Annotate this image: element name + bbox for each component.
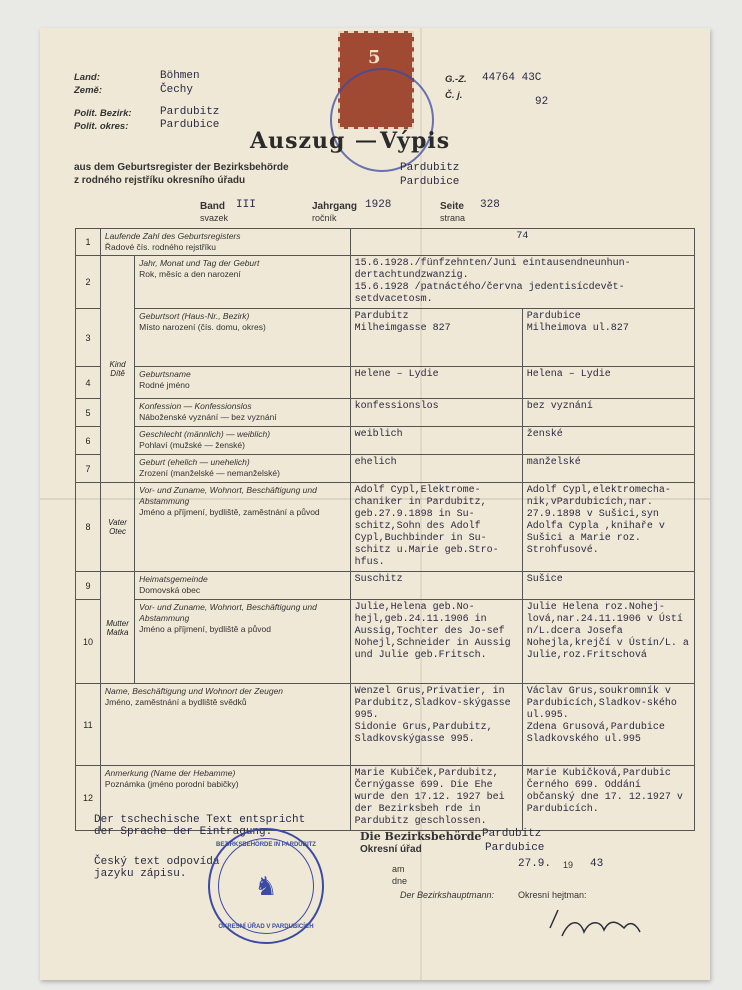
row-number: 8	[76, 483, 101, 572]
row-value-german: Pardubitz Milheimgasse 827	[350, 309, 522, 367]
subtitle-german: aus dem Geburtsregister der Bezirksbehörde	[74, 162, 289, 173]
table-row	[76, 256, 695, 309]
row-description	[135, 600, 350, 684]
table-row	[76, 600, 695, 684]
cj-label: Č. j.	[445, 90, 463, 101]
description-line: Name, Beschäftigung und Wohnort der Zeugen	[104, 686, 284, 696]
register-table	[75, 228, 695, 831]
table-row	[76, 483, 695, 572]
description-line: Jahr, Monat und Tag der Geburt	[139, 258, 260, 268]
description-line: Domovská obec	[139, 585, 201, 595]
description-line: Vor- und Zuname, Wohnort, Beschäftigung und Abstammung	[139, 485, 317, 506]
row-number: 11	[76, 684, 101, 766]
title-czech: Výpis	[380, 128, 451, 154]
row-value-german: Marie Kubiček,Pardubitz, Černýgasse 699. Die Ehe wurde den 17.12. 1927 bei der Bezirksbeh rde in Pardubitz geschlossen.	[350, 766, 522, 831]
row-value-czech: Adolf Cypl,elektromecha-nik,vPardubicích,nar. 27.9.1898 v Sušici,syn Adolfa Cypla ,knihaře v Sušici a Marie roz. Strohfusové.	[522, 483, 694, 572]
seite-label: Seite	[440, 201, 464, 212]
okres-label: Polit. okres:	[74, 121, 129, 132]
row-description	[135, 367, 350, 399]
description-line: Jméno, zaměstnání a bydliště svědků	[104, 697, 247, 707]
authority-czech: Okresní úřad	[360, 844, 422, 855]
authority-place-czech: Pardubice	[485, 842, 545, 854]
official-seal-top	[330, 68, 434, 172]
description-line: Jméno a příjmení, bydliště, zaměstnání a původ	[139, 507, 320, 517]
jahrgang-value: 1928	[365, 199, 392, 211]
table-row	[76, 229, 695, 256]
row-value-czech: bez vyznání	[522, 399, 694, 427]
row-description	[135, 427, 350, 455]
row-description	[100, 229, 350, 256]
row-number: 2	[76, 256, 101, 309]
language-note-czech: Český text odpovídá jazyku zápisu.	[94, 856, 220, 880]
table-row	[76, 309, 695, 367]
description-line: Heimatsgemeinde	[139, 574, 208, 584]
official-title-czech: Okresní hejtman:	[518, 890, 587, 900]
tax-stamp-value: 5	[368, 47, 381, 68]
handwritten-signature	[540, 898, 650, 948]
row-value-german: weiblich	[350, 427, 522, 455]
land-value: Böhmen	[160, 70, 200, 82]
description-line: Geburtsname	[139, 369, 191, 379]
row-description	[135, 399, 350, 427]
row-description	[135, 256, 350, 309]
description-line: Geburtsort (Haus-Nr., Bezirk)	[139, 311, 250, 321]
row-value: 74	[350, 229, 694, 256]
gz-value: 44764 43C	[482, 72, 542, 84]
cj-value: 92	[535, 96, 549, 108]
description-line: Jméno a příjmení, bydliště a původ	[139, 624, 271, 634]
row-value-czech: ženské	[522, 427, 694, 455]
row-value-czech: manželské	[522, 455, 694, 483]
subtitle-place-german: Pardubitz	[400, 162, 460, 174]
description-line: Geschlecht (männlich) — weiblich)	[139, 429, 271, 439]
subtitle-czech: z rodného rejstříku okresního úřadu	[74, 175, 246, 186]
row-description	[135, 572, 350, 600]
seal-text-bottom: OKRESNÍ ÚŘAD V PARDUBICÍCH	[218, 924, 314, 930]
row-description	[135, 455, 350, 483]
table-row	[76, 684, 695, 766]
description-line: Náboženské vyznání — bez vyznání	[139, 412, 277, 422]
authority-place-german: Pardubitz	[482, 828, 542, 840]
row-value-german: Suschitz	[350, 572, 522, 600]
row-value-german: Adolf Cypl,Elektrome-chaniker in Pardubitz, geb.27.9.1898 in Su-schitz,Sohn des Adolf Cypl,Buchbinder in Su-schitz u.Marie geb.Stro-hfus.	[350, 483, 522, 572]
row-value-czech: Václav Grus,soukromník v Pardubicích,Sladkov-ského ul.995. Zdena Grusová,Pardubice Sladkovského ul.995	[522, 684, 694, 766]
description-line: Rok, měsíc a den narození	[139, 269, 241, 279]
row-description	[135, 309, 350, 367]
row-number: 7	[76, 455, 101, 483]
date-day: 27.9.	[518, 858, 552, 870]
row-value-czech: Marie Kubičková,Pardubic Černého 699. Oddání občanský dne 17. 12.1927 v Pardubicích.	[522, 766, 694, 831]
lion-emblem-icon: ♞	[254, 871, 278, 901]
okres-value: Pardubice	[160, 119, 220, 131]
row-number: 1	[76, 229, 101, 256]
title-german: Auszug	[250, 128, 346, 154]
row-value-german: Wenzel Grus,Privatier, in Pardubitz,Sladkov-skýgasse 995. Sidonie Grus,Pardubitz, Sladkovskýgasse 995.	[350, 684, 522, 766]
row-value: 15.6.1928./fünfzehnten/Juni eintausendneunhun-dertachtundzwanzig. 15.6.1928 /patnáctého/června jedentisícdevět-setdvacetosm.	[350, 256, 694, 309]
description-line: Laufende Zahl des Geburtsregisters	[104, 231, 241, 241]
bezirk-value: Pardubitz	[160, 106, 220, 118]
group-label-child: Kind Dítě	[100, 256, 134, 483]
description-line: Geburt (ehelich — unehelich)	[139, 457, 250, 467]
official-seal-bottom	[208, 828, 324, 944]
row-value-german: ehelich	[350, 455, 522, 483]
row-value-czech: Helena – Lydie	[522, 367, 694, 399]
group-label-mother: Mutter Matka	[100, 572, 134, 684]
description-line: Poznámka (jméno porodní babičky)	[104, 779, 239, 789]
row-value-german: Helene – Lydie	[350, 367, 522, 399]
seite-value: 328	[480, 199, 500, 211]
rocnik-label: ročník	[312, 213, 337, 223]
row-value-czech: Pardubice Milheimova ul.827	[522, 309, 694, 367]
description-line: Anmerkung (Name der Hebamme)	[104, 768, 236, 778]
bezirk-label: Polit. Bezirk:	[74, 108, 132, 119]
official-title-german: Der Bezirkshauptmann:	[400, 890, 495, 900]
band-value: III	[236, 199, 256, 211]
row-number: 6	[76, 427, 101, 455]
description-line: Rodné jméno	[139, 380, 190, 390]
zeme-label: Země:	[74, 85, 102, 96]
strana-label: strana	[440, 213, 466, 223]
document-page: Land: Böhmen Země: Čechy Polit. Bezirk: Pardubitz Polit. okres: Pardubice 5 G.-Z. 44764 43C Č. j. 92 Auszug — Výpis aus dem Geburtsregister der Bezirksbehörde z rodného rejstříku okresního úřadu Pardubitz Pardubice Band III svazek Jahrgang 1928 ročník Seite 328 strana 1 Laufende Zahl des Geburtsregisters Řadové čís. rodného rejstříku 74 2 Kind Dítě Jahr, Monat und Tag der Geburt Rok, měsíc a den narození 15.6.1928./fünfzehnten/Juni eintausendneunhun-dertachtundzwanzig. 15.6.1928 /patnáctého/června jedentisícdevět-setdvacetosm. 3 Geburtsort (Haus-Nr., Bezirk) Místo narození (čís. domu, okres) Pardubitz Milheimgasse 827 Pardubice Milheimova ul.827 4 Geburtsname Rodné jméno Helene – Lydie Helena – Lydie 5 Konfession — Konfessionslos Náboženské vyznání — bez vyznání konfessionslos bez vyznání 6 Geschlecht (männlich) — weiblich) Pohlaví (mužské — ženské) weiblich ženské 7 Geburt (ehelich — unehelich) Zrození (manželské — nemanželské) ehelich manželské 8 Vater Otec Vor- und Zuname, Wohnort, Beschäftigung und Abstammung Jméno a příjmení, bydliště, zaměstnání a původ Adolf Cypl,Elektrome-chaniker in Pardubitz, geb.27.9.1898 in Su-schitz,Sohn des Adolf Cypl,Buchbinder in Su-schitz u.Marie geb.Stro-hfus. Adolf Cypl,elektromecha-nik,vPardubicích,nar. 27.9.1898 v Sušici,syn Adolfa Cypla ,knihaře v Sušici a Marie roz. Strohfusové. 9 Mutter Matka Heimatsgemeinde Domovská obec Suschitz Sušice 10 Vor- und Zuname, Wohnort, Beschäftigung und Abstammung Jméno a příjmení, bydliště a původ Julie,Helena geb.No-hejl,geb.24.11.1906 in Aussig,Tochter des Jo-sef Nohejl,Schneider in Aussig und Julie geb.Fritsch. Julie Helena roz.Nohej-lová,nar.24.11.1906 v Ústí n/L.dcera Josefa Nohejla,krejčí v Ústín/L. a Julie,roz.Fritschová 11 Name, Beschäftigung und Wohnort der Zeugen Jméno, zaměstnání a bydliště svědků Wenzel Grus,Privatier, in Pardubitz,Sladkov-skýgasse 995. Sidonie Grus,Pardubitz, Sladkovskýgasse 995. Václav Grus,soukromník v Pardubicích,Sladkov-ského ul.995. Zdena Grusová,Pardubice Sladkovského ul.995 12 Anmerkung (Name der Hebamme) Poznámka (jméno porodní babičky) Marie Kubiček,Pardubitz, Černýgasse 699. Die Ehe wurde den 17.12. 1927 bei der Bezirksbeh rde in Pardubitz geschlossen. Marie Kubičková,Pardubic Černého 699. Oddání občanský dne 17. 12.1927 v Pardubicích. Der tschechische Text entspricht der Sprache der Eintragung. Český text odpovídá jazyku zápisu. BEZIRKSBEHÖRDE IN PARDUBITZ ♞ OKRESNÍ ÚŘAD V PARDUBICÍCH Die Bezirksbehörde Okresní úřad Pardubitz Pardubice am dne 27.9. 19 43 Der Bezirkshauptmann: Okresní hejtman:	[40, 28, 710, 980]
date-century: 19	[563, 860, 574, 870]
band-label: Band	[200, 201, 225, 212]
description-line: Pohlaví (mužské — ženské)	[139, 440, 245, 450]
authority-german: Die Bezirksbehörde	[360, 830, 482, 843]
row-description	[135, 483, 350, 572]
table-row	[76, 427, 695, 455]
row-number: 12	[76, 766, 101, 831]
svazek-label: svazek	[200, 213, 229, 223]
description-line: Konfession — Konfessionslos	[139, 401, 252, 411]
seal-text-top: BEZIRKSBEHÖRDE IN PARDUBITZ	[216, 842, 316, 848]
description-line: Vor- und Zuname, Wohnort, Beschäftigung und Abstammung	[139, 602, 317, 623]
description-line: Řadové čís. rodného rejstříku	[104, 242, 216, 252]
land-label: Land:	[74, 72, 100, 83]
gz-label: G.-Z.	[445, 74, 467, 85]
row-number: 4	[76, 367, 101, 399]
row-number: 5	[76, 399, 101, 427]
subtitle-place-czech: Pardubice	[400, 176, 460, 188]
zeme-value: Čechy	[160, 84, 194, 96]
row-value-german: Julie,Helena geb.No-hejl,geb.24.11.1906 in Aussig,Tochter des Jo-sef Nohejl,Schneider in Aussig und Julie geb.Fritsch.	[350, 600, 522, 684]
table-row	[76, 399, 695, 427]
row-value-czech: Julie Helena roz.Nohej-lová,nar.24.11.1906 v Ústí n/L.dcera Josefa Nohejla,krejčí v Ústín/L. a Julie,roz.Fritschová	[522, 600, 694, 684]
language-note-german: Der tschechische Text entspricht der Sprache der Eintragung.	[94, 814, 306, 838]
row-value-german: konfessionslos	[350, 399, 522, 427]
table-row	[76, 572, 695, 600]
table-row	[76, 455, 695, 483]
row-number: 9	[76, 572, 101, 600]
group-label-father: Vater Otec	[100, 483, 134, 572]
row-description	[100, 684, 350, 766]
date-label-am: am	[392, 864, 405, 874]
jahrgang-label: Jahrgang	[312, 201, 358, 212]
date-year: 43	[590, 858, 604, 870]
description-line: Zrození (manželské — nemanželské)	[139, 468, 280, 478]
description-line: Místo narození (čís. domu, okres)	[139, 322, 266, 332]
row-number: 3	[76, 309, 101, 367]
row-number: 10	[76, 600, 101, 684]
row-value-czech: Sušice	[522, 572, 694, 600]
date-label-dne: dne	[392, 876, 408, 886]
table-row	[76, 367, 695, 399]
